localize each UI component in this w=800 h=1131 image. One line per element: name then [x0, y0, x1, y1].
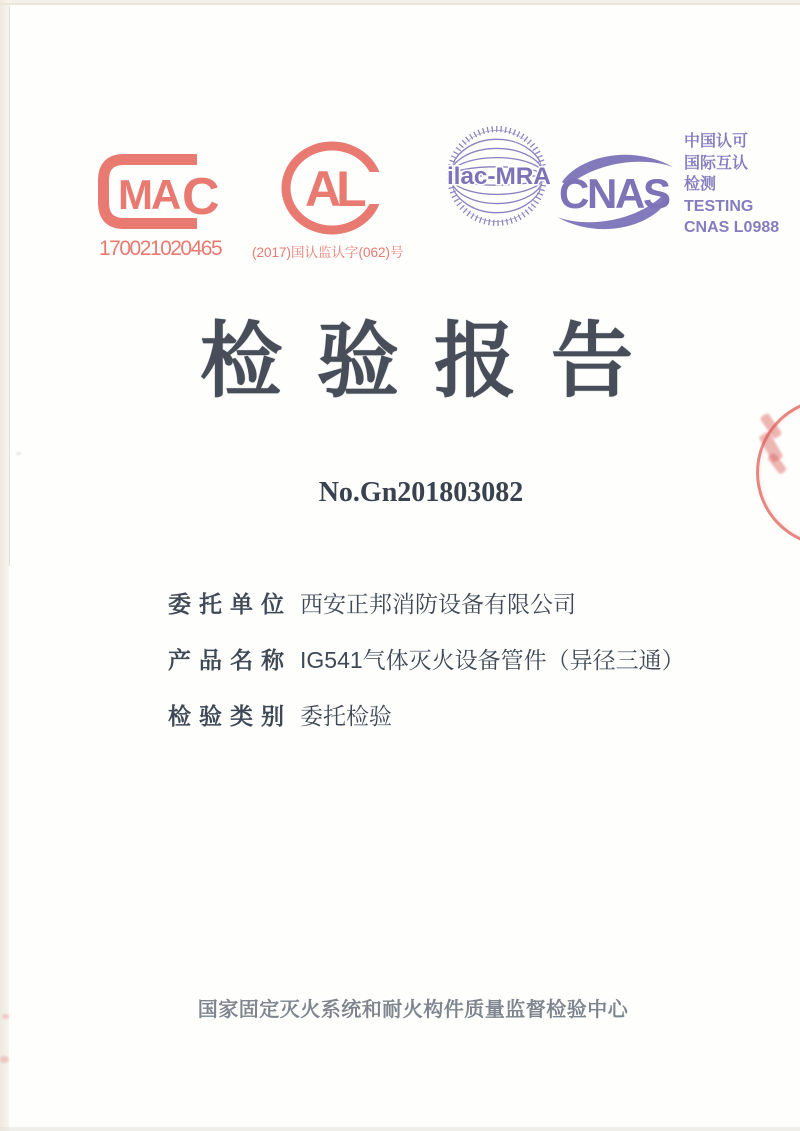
scan-smudge [2, 1014, 9, 1019]
field-row-inspection-type [168, 698, 685, 754]
cnas-label: CNAS [559, 170, 671, 217]
report-number: No.Gn201803082 [318, 477, 524, 508]
field-value-inspection-type: 委托检验 [300, 703, 392, 729]
report-title: 检验报告 [199, 316, 669, 407]
scan-edge-line [9, 6, 10, 566]
accreditation-line: 检测 [684, 176, 717, 193]
ilac-mra-logo-icon [444, 124, 556, 228]
ilac-mra-label: ilac-MRA [446, 163, 551, 191]
field-value-client: 西安正邦消防设备有限公司 [300, 591, 576, 617]
al-caption: (2017)国认监认字(062)号 [252, 245, 404, 260]
cma-letter-c: C [182, 168, 220, 226]
field-row-product [168, 642, 685, 698]
accreditation-line: CNAS L0988 [684, 219, 780, 236]
scan-edge-left [0, 0, 9, 1131]
scan-edge-bottom [0, 1127, 800, 1131]
cma-letters: MA [118, 171, 180, 218]
issuing-center: 国家固定灭火系统和耐火构件质量监督检验中心 [197, 999, 629, 1021]
al-logo-icon [279, 141, 393, 241]
scan-edge-top [0, 3, 800, 5]
accreditation-line: 国际互认 [684, 154, 749, 172]
cnas-logo-icon [552, 150, 678, 234]
red-stamp [744, 393, 800, 551]
scan-smudge [16, 452, 21, 455]
field-label-inspection-type: 检验类别 [168, 703, 292, 729]
al-letters: AL [305, 161, 362, 217]
accreditation-text [684, 131, 779, 239]
cma-license-number: 170021020465 [99, 237, 222, 260]
field-row-client [168, 586, 685, 642]
field-value-product: IG541气体灭火设备管件（异径三通） [300, 647, 685, 673]
accreditation-line: 中国认可 [684, 133, 749, 150]
field-label-product: 产品名称 [168, 647, 292, 673]
scan-smudge [0, 1056, 9, 1063]
field-label-client: 委托单位 [168, 591, 292, 617]
report-fields [168, 586, 685, 754]
cma-logo-icon [96, 152, 220, 232]
accreditation-line: TESTING [684, 197, 754, 215]
